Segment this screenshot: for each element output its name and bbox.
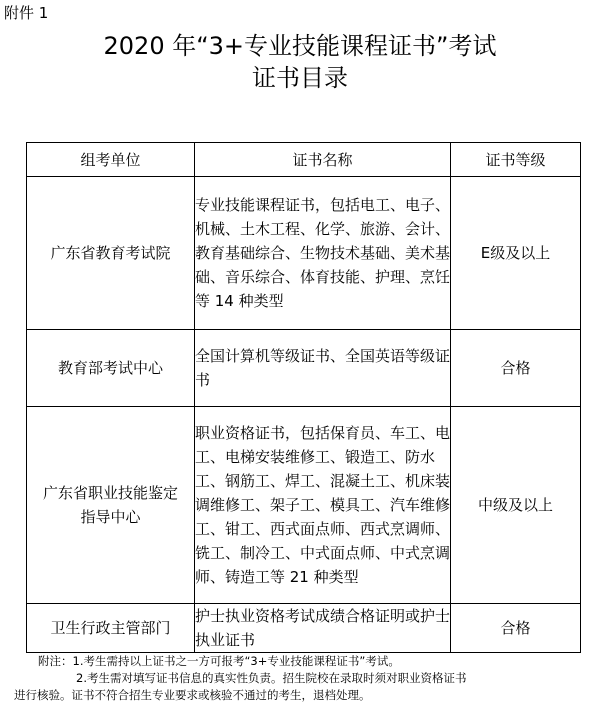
document-title-line1: 2020 年“3+专业技能课程证书”考试 (103, 32, 497, 60)
cell-unit: 教育部考试中心 (27, 330, 195, 407)
table-header-row (27, 143, 581, 177)
attachment-label: 附件 1 (4, 4, 49, 22)
cell-certificate: 专业技能课程证书，包括电工、电子、机械、土木工程、化学、旅游、会计、教育基础综合、生物技术基础、美术基础、音乐综合、体育技能、护理、烹饪等 14 种类型 (195, 177, 451, 330)
cell-level: E级及以上 (451, 177, 581, 330)
document-title-line2: 证书目录 (252, 64, 348, 92)
footnotes (14, 653, 586, 704)
note-line-1: 附注：1.考生需持以上证书之一方可报考“3+专业技能课程证书”考试。 (38, 654, 400, 668)
certificate-table (26, 142, 581, 653)
cell-unit: 广东省职业技能鉴定指导中心 (27, 407, 195, 604)
cell-level: 合格 (451, 330, 581, 407)
cell-certificate: 全国计算机等级证书、全国英语等级证书 (195, 330, 451, 407)
table-row (27, 407, 581, 604)
cell-certificate: 护士执业资格考试成绩合格证明或护士执业证书 (195, 604, 451, 653)
header-level: 证书等级 (451, 143, 581, 177)
cell-level: 中级及以上 (451, 407, 581, 604)
note-line-3: 进行核验。证书不符合招生专业要求或核验不通过的考生，退档处理。 (14, 688, 371, 702)
header-unit: 组考单位 (27, 143, 195, 177)
cell-unit: 广东省教育考试院 (27, 177, 195, 330)
cell-level: 合格 (451, 604, 581, 653)
note-line-2: 2.考生需对填写证书信息的真实性负责。招生院校在录取时须对职业资格证书 (76, 671, 467, 685)
table-row (27, 177, 581, 330)
header-certificate: 证书名称 (195, 143, 451, 177)
cell-certificate: 职业资格证书，包括保育员、车工、电工、电梯安装维修工、锻造工、防水工、钢筋工、焊工、混凝土工、机床装调维修工、架子工、模具工、汽车维修工、钳工、西式面点师、西式烹调师、铣工、制冷工、中式面点师、中式烹调师、铸造工等 21 种类型 (195, 407, 451, 604)
table-row (27, 604, 581, 653)
cell-unit: 卫生行政主管部门 (27, 604, 195, 653)
table-row (27, 330, 581, 407)
